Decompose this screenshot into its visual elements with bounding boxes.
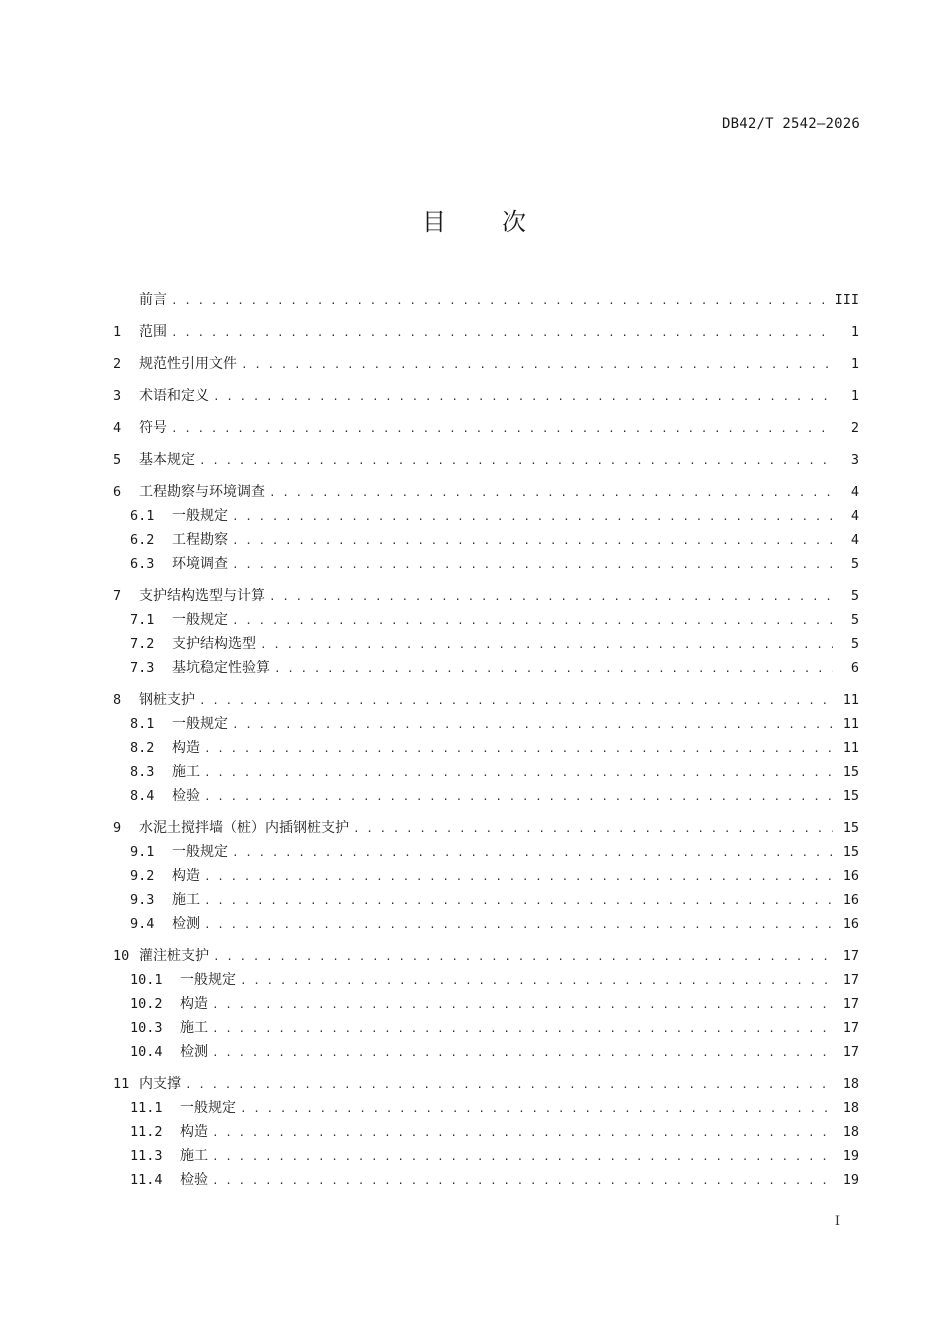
toc-entry-number: 7.2 bbox=[130, 636, 155, 652]
toc-entry-section[interactable] bbox=[113, 864, 859, 888]
toc-entry-number: 6.1 bbox=[130, 508, 155, 524]
toc-entry-chapter[interactable] bbox=[113, 1072, 859, 1096]
toc-entry-label: 规范性引用文件 bbox=[139, 356, 237, 372]
toc-entry-page: 4 bbox=[850, 508, 859, 524]
toc-entry-chapter[interactable] bbox=[113, 944, 859, 968]
toc-entry-number: 11 bbox=[113, 1076, 130, 1092]
toc-entry-page: 1 bbox=[850, 356, 859, 372]
toc-entry-page: 17 bbox=[842, 972, 859, 988]
toc-entry-label: 施工 bbox=[172, 764, 200, 780]
toc-entry-page: 5 bbox=[850, 588, 859, 604]
toc-entry-page: III bbox=[834, 292, 859, 308]
toc-entry-page: 16 bbox=[842, 916, 859, 932]
page-title bbox=[0, 202, 950, 237]
toc-leader-dots bbox=[232, 553, 833, 577]
toc-leader-dots bbox=[171, 417, 833, 441]
toc-entry-number: 8 bbox=[113, 692, 122, 708]
toc-leader-dots bbox=[212, 1145, 833, 1169]
toc-leader-dots bbox=[204, 889, 833, 913]
toc-entry-label: 构造 bbox=[172, 868, 200, 884]
toc-leader-dots bbox=[240, 1097, 833, 1121]
toc-entry-number: 3 bbox=[113, 388, 122, 404]
toc-entry-number: 5 bbox=[113, 452, 122, 468]
toc-entry-number: 6 bbox=[113, 484, 122, 500]
toc-entry-label: 构造 bbox=[180, 1124, 208, 1140]
toc-entry-number: 9.1 bbox=[130, 844, 155, 860]
toc-entry-number: 10.1 bbox=[130, 972, 163, 988]
toc-entry-chapter[interactable] bbox=[113, 384, 859, 408]
toc-leader-dots bbox=[232, 609, 833, 633]
toc-leader-dots bbox=[241, 353, 833, 377]
toc-entry-page: 5 bbox=[850, 636, 859, 652]
toc-entry-section[interactable] bbox=[113, 1096, 859, 1120]
toc-entry-number: 9.2 bbox=[130, 868, 155, 884]
toc-entry-label: 构造 bbox=[172, 740, 200, 756]
toc-entry-page: 1 bbox=[850, 388, 859, 404]
toc-leader-dots bbox=[213, 385, 833, 409]
toc-entry-chapter[interactable] bbox=[113, 448, 859, 472]
toc-entry-label: 一般规定 bbox=[172, 508, 228, 524]
toc-entry-page: 15 bbox=[842, 820, 859, 836]
toc-leader-dots bbox=[212, 1041, 833, 1065]
toc-entry-label: 构造 bbox=[180, 996, 208, 1012]
toc-entry-label: 灌注桩支护 bbox=[139, 948, 209, 964]
toc-entry-number: 8.3 bbox=[130, 764, 155, 780]
toc-entry-section[interactable] bbox=[113, 552, 859, 576]
toc-entry-number: 8.1 bbox=[130, 716, 155, 732]
toc-entry-number: 6.2 bbox=[130, 532, 155, 548]
title-char-right: 次 bbox=[502, 208, 528, 236]
toc-entry-page: 2 bbox=[850, 420, 859, 436]
toc-entry-number: 11.3 bbox=[130, 1148, 163, 1164]
table-of-contents bbox=[113, 288, 859, 1192]
toc-entry-label: 施工 bbox=[180, 1148, 208, 1164]
toc-entry-label: 一般规定 bbox=[172, 844, 228, 860]
toc-entry-page: 11 bbox=[842, 692, 859, 708]
toc-entry-label: 水泥土搅拌墙（桩）内插钢桩支护 bbox=[139, 820, 349, 836]
toc-leader-dots bbox=[212, 1169, 833, 1193]
toc-entry-label: 支护结构选型 bbox=[172, 636, 256, 652]
toc-entry-label: 一般规定 bbox=[180, 972, 236, 988]
toc-entry-section[interactable] bbox=[113, 1120, 859, 1144]
toc-entry-section[interactable] bbox=[113, 912, 859, 936]
toc-entry-section[interactable] bbox=[113, 656, 859, 680]
toc-entry-page: 17 bbox=[842, 1044, 859, 1060]
toc-leader-dots bbox=[232, 505, 833, 529]
toc-entry-label: 施工 bbox=[172, 892, 200, 908]
toc-entry-chapter[interactable] bbox=[113, 816, 859, 840]
toc-entry-number: 11.4 bbox=[130, 1172, 163, 1188]
toc-entry-number: 7.3 bbox=[130, 660, 155, 676]
toc-leader-dots bbox=[232, 713, 833, 737]
toc-entry-page: 5 bbox=[850, 556, 859, 572]
toc-entry-label: 一般规定 bbox=[172, 716, 228, 732]
toc-leader-dots bbox=[185, 1073, 833, 1097]
toc-entry-section[interactable] bbox=[113, 992, 859, 1016]
toc-leader-dots bbox=[171, 321, 833, 345]
toc-entry-label: 基坑稳定性验算 bbox=[172, 660, 270, 676]
toc-entry-page: 15 bbox=[842, 788, 859, 804]
toc-entry-label: 检测 bbox=[180, 1044, 208, 1060]
toc-leader-dots bbox=[204, 865, 833, 889]
toc-entry-number: 6.3 bbox=[130, 556, 155, 572]
toc-entry-section[interactable] bbox=[113, 608, 859, 632]
toc-entry-section[interactable] bbox=[113, 736, 859, 760]
toc-entry-section[interactable] bbox=[113, 1168, 859, 1192]
toc-entry-page: 11 bbox=[842, 716, 859, 732]
toc-leader-dots bbox=[240, 969, 833, 993]
toc-entry-number: 10.2 bbox=[130, 996, 163, 1012]
toc-leader-dots bbox=[353, 817, 833, 841]
toc-entry-chapter[interactable] bbox=[113, 584, 859, 608]
page-number: I bbox=[834, 1214, 840, 1229]
toc-leader-dots bbox=[274, 657, 833, 681]
toc-entry-number: 9 bbox=[113, 820, 122, 836]
toc-entry-section[interactable] bbox=[113, 1016, 859, 1040]
toc-entry-page: 11 bbox=[842, 740, 859, 756]
toc-entry-label: 基本规定 bbox=[139, 452, 195, 468]
toc-leader-dots bbox=[204, 761, 833, 785]
toc-entry-section[interactable] bbox=[113, 784, 859, 808]
toc-entry-page: 17 bbox=[842, 948, 859, 964]
toc-entry-label: 检验 bbox=[172, 788, 200, 804]
toc-entry-section[interactable] bbox=[113, 528, 859, 552]
toc-leader-dots bbox=[204, 785, 833, 809]
toc-entry-section[interactable] bbox=[113, 1144, 859, 1168]
toc-leader-dots bbox=[199, 689, 833, 713]
toc-entry-label: 一般规定 bbox=[180, 1100, 236, 1116]
toc-entry-section[interactable] bbox=[113, 1040, 859, 1064]
toc-entry-page: 18 bbox=[842, 1100, 859, 1116]
toc-leader-dots bbox=[212, 1017, 833, 1041]
toc-entry-label: 符号 bbox=[139, 420, 167, 436]
toc-entry-label: 范围 bbox=[139, 324, 167, 340]
toc-entry-label: 钢桩支护 bbox=[139, 692, 195, 708]
toc-entry-section[interactable] bbox=[113, 968, 859, 992]
toc-entry-page: 4 bbox=[850, 484, 859, 500]
toc-entry-number: 10 bbox=[113, 948, 130, 964]
toc-entry-number: 4 bbox=[113, 420, 122, 436]
toc-entry-page: 18 bbox=[842, 1076, 859, 1092]
toc-leader-dots bbox=[269, 481, 833, 505]
toc-leader-dots bbox=[212, 993, 833, 1017]
toc-entry-number: 7.1 bbox=[130, 612, 155, 628]
toc-entry-page: 17 bbox=[842, 1020, 859, 1036]
toc-entry-number: 10.3 bbox=[130, 1020, 163, 1036]
toc-entry-section[interactable] bbox=[113, 888, 859, 912]
toc-entry-label: 支护结构选型与计算 bbox=[139, 588, 265, 604]
toc-entry-number: 9.4 bbox=[130, 916, 155, 932]
toc-entry-label: 检验 bbox=[180, 1172, 208, 1188]
toc-leader-dots bbox=[260, 633, 833, 657]
toc-entry-number: 1 bbox=[113, 324, 122, 340]
toc-entry-number: 11.2 bbox=[130, 1124, 163, 1140]
toc-entry-number: 11.1 bbox=[130, 1100, 163, 1116]
toc-entry-chapter[interactable] bbox=[113, 288, 859, 312]
toc-entry-label: 工程勘察 bbox=[172, 532, 228, 548]
toc-entry-label: 环境调查 bbox=[172, 556, 228, 572]
toc-entry-page: 16 bbox=[842, 892, 859, 908]
toc-entry-page: 19 bbox=[842, 1148, 859, 1164]
title-char-left: 目 bbox=[422, 208, 448, 236]
toc-entry-section[interactable] bbox=[113, 504, 859, 528]
toc-entry-section[interactable] bbox=[113, 840, 859, 864]
toc-entry-label: 检测 bbox=[172, 916, 200, 932]
document-code: DB42/T 2542—2026 bbox=[721, 116, 860, 132]
toc-entry-chapter[interactable] bbox=[113, 480, 859, 504]
toc-entry-section[interactable] bbox=[113, 712, 859, 736]
toc-entry-label: 施工 bbox=[180, 1020, 208, 1036]
toc-entry-page: 3 bbox=[850, 452, 859, 468]
toc-entry-number: 8.4 bbox=[130, 788, 155, 804]
toc-entry-label: 前言 bbox=[139, 292, 167, 308]
toc-entry-section[interactable] bbox=[113, 760, 859, 784]
toc-leader-dots bbox=[269, 585, 833, 609]
toc-entry-chapter[interactable] bbox=[113, 688, 859, 712]
toc-entry-page: 5 bbox=[850, 612, 859, 628]
toc-entry-label: 一般规定 bbox=[172, 612, 228, 628]
toc-entry-label: 内支撑 bbox=[139, 1076, 181, 1092]
toc-leader-dots bbox=[213, 945, 833, 969]
toc-entry-page: 1 bbox=[850, 324, 859, 340]
toc-leader-dots bbox=[212, 1121, 833, 1145]
toc-entry-page: 6 bbox=[850, 660, 859, 676]
toc-entry-number: 10.4 bbox=[130, 1044, 163, 1060]
toc-entry-page: 16 bbox=[842, 868, 859, 884]
toc-entry-page: 15 bbox=[842, 764, 859, 780]
toc-entry-page: 19 bbox=[842, 1172, 859, 1188]
toc-leader-dots bbox=[171, 289, 827, 313]
toc-entry-page: 17 bbox=[842, 996, 859, 1012]
toc-entry-chapter[interactable] bbox=[113, 320, 859, 344]
toc-entry-number: 2 bbox=[113, 356, 122, 372]
toc-leader-dots bbox=[199, 449, 833, 473]
toc-entry-number: 7 bbox=[113, 588, 122, 604]
toc-entry-page: 4 bbox=[850, 532, 859, 548]
toc-entry-label: 术语和定义 bbox=[139, 388, 209, 404]
toc-entry-page: 15 bbox=[842, 844, 859, 860]
toc-entry-number: 8.2 bbox=[130, 740, 155, 756]
toc-entry-chapter[interactable] bbox=[113, 416, 859, 440]
toc-entry-chapter[interactable] bbox=[113, 352, 859, 376]
toc-entry-number: 9.3 bbox=[130, 892, 155, 908]
toc-entry-label: 工程勘察与环境调查 bbox=[139, 484, 265, 500]
toc-leader-dots bbox=[204, 913, 833, 937]
toc-entry-page: 18 bbox=[842, 1124, 859, 1140]
toc-leader-dots bbox=[232, 841, 833, 865]
toc-leader-dots bbox=[232, 529, 833, 553]
toc-leader-dots bbox=[204, 737, 833, 761]
toc-entry-section[interactable] bbox=[113, 632, 859, 656]
